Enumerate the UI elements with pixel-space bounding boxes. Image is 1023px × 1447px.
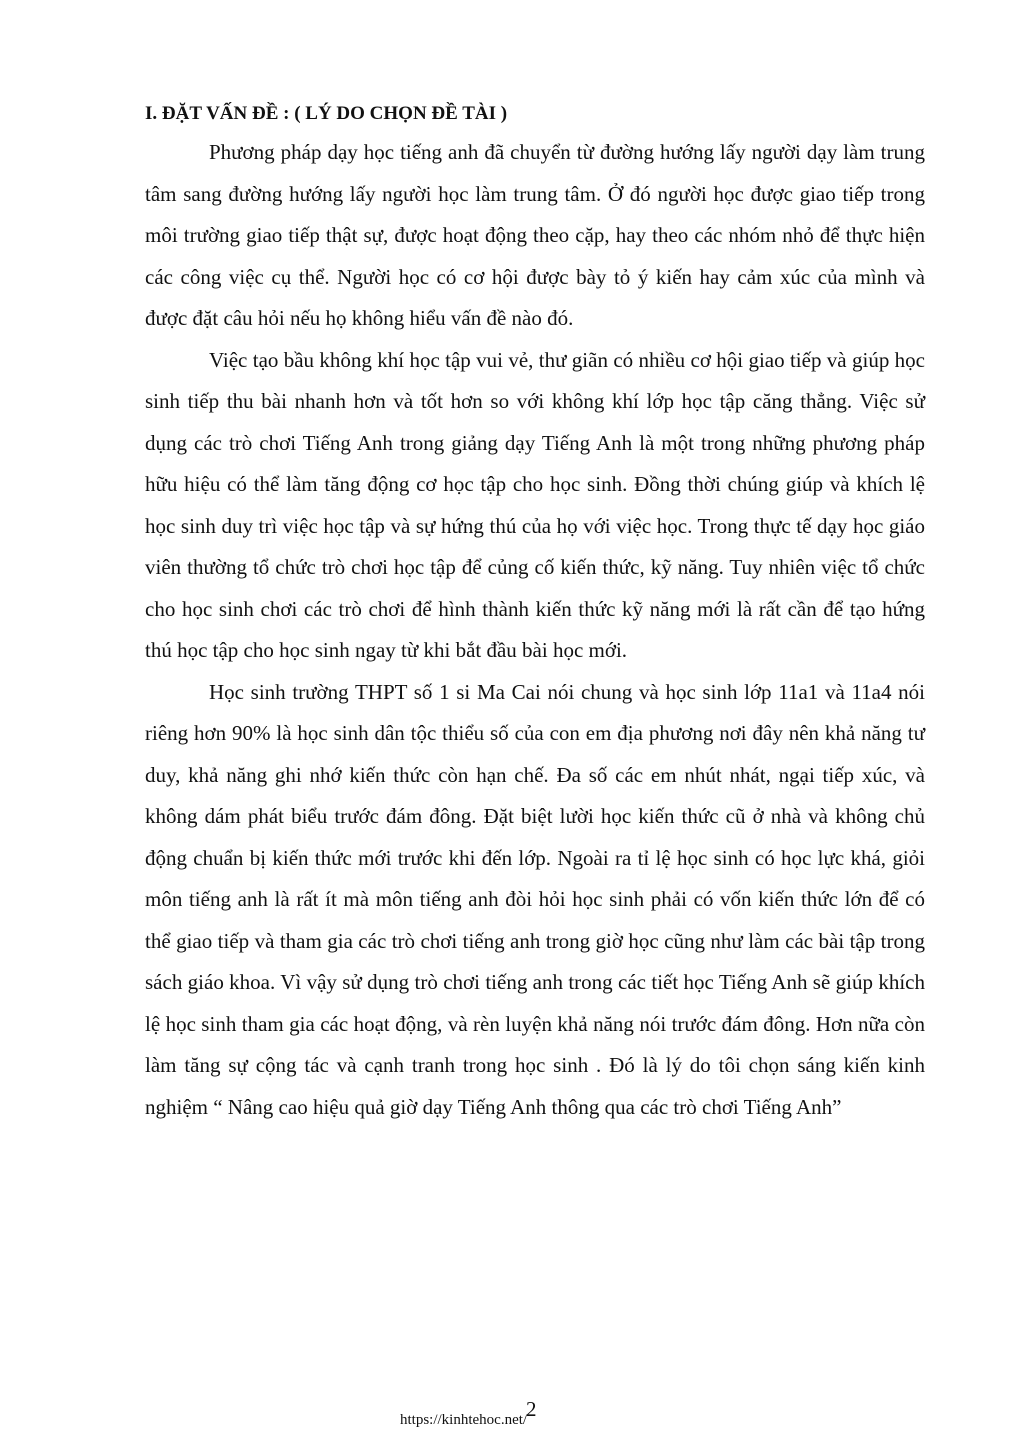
- section-heading: I. ĐẶT VẤN ĐỀ : ( LÝ DO CHỌN ĐỀ TÀI ): [145, 103, 508, 124]
- paragraph-3: Học sinh trường THPT số 1 si Ma Cai nói chung và học sinh lớp 11a1 và 11a4 nói riêng hơn 90% là học sinh dân tộc thiểu số của con em địa phương nơi đây nên khả năng tư duy, khả năng ghi nhớ kiến thức còn hạn chế. Đa số các em nhút nhát, ngại tiếp xúc, và không dám phát biểu trước đám đông. Đặt biệt lười học kiến thức cũ ở nhà và không chủ động chuẩn bị kiến thức mới trước khi đến lớp. Ngoài ra tỉ lệ học sinh có học lực khá, giỏi môn tiếng anh là rất ít mà môn tiếng anh đòi hỏi học sinh phải có vốn kiến thức lớn để có thể giao tiếp và tham gia các trò chơi tiếng anh trong giờ học cũng như làm các bài tập trong sách giáo khoa. Vì vậy sử dụng trò chơi tiếng anh trong các tiết học Tiếng Anh sẽ giúp khích lệ học sinh tham gia các hoạt động, và rèn luyện khả năng nói trước đám đông. Hơn nữa còn làm tăng sự cộng tác và cạnh tranh trong học sinh . Đó là lý do tôi chọn sáng kiến kinh nghiệm “ Nâng cao hiệu quả giờ dạy Tiếng Anh thông qua các trò chơi Tiếng Anh”: [145, 679, 925, 1119]
- paragraph-1: Phương pháp dạy học tiếng anh đã chuyển từ đường hướng lấy người dạy làm trung tâm sang đường hướng lấy người học làm trung tâm. Ở đó người học được giao tiếp trong môi trường giao tiếp thật sự, được hoạt động theo cặp, hay theo các nhóm nhỏ để thực hiện các công việc cụ thể. Người học có cơ hội được bày tỏ ý kiến hay cảm xúc của mình và được đặt câu hỏi nếu họ không hiểu vấn đề nào đó.: [145, 140, 925, 330]
- footer-url: https://kinhtehoc.net/: [400, 1412, 528, 1428]
- paragraph-2: Việc tạo bầu không khí học tập vui vẻ, thư giãn có nhiều cơ hội giao tiếp và giúp học sinh tiếp thu bài nhanh hơn và tốt hơn so với không khí lớp học tập căng thẳng. Việc sử dụng các trò chơi Tiếng Anh trong giảng dạy Tiếng Anh là một trong những phương pháp hữu hiệu có thể làm tăng động cơ học tập cho học sinh. Đồng thời chúng giúp và khích lệ học sinh duy trì việc học tập và sự hứng thú của họ với việc học. Trong thực tế dạy học giáo viên thường tổ chức trò chơi học tập để củng cố kiến thức, kỹ năng. Tuy nhiên việc tổ chức cho học sinh chơi các trò chơi để hình thành kiến thức kỹ năng mới là rất cần để tạo hứng thú học tập cho học sinh ngay từ khi bắt đầu bài học mới.: [145, 347, 925, 662]
- page-content: [145, 96, 925, 1128]
- page-number: 2: [526, 1397, 537, 1421]
